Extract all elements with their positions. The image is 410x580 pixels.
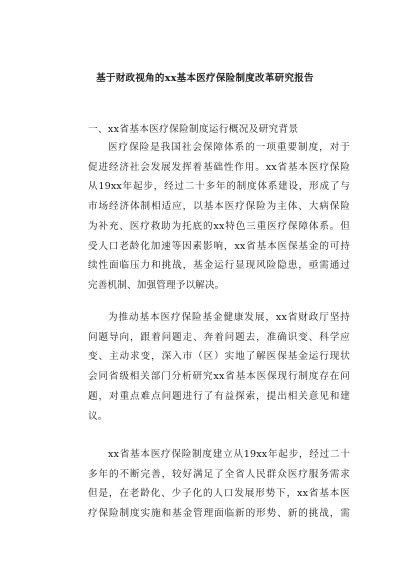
paragraph-line: 完善机制、加强管理予以解决。	[88, 279, 225, 291]
paragraph-line: 为推动基本医疗保险基金健康发展，xx省财政厅坚持	[108, 312, 350, 323]
paragraph-line: 会同省级相关部门分析研究xx省基本医保现行制度存在问	[88, 371, 350, 383]
paragraph-line: 从19xx年起步，经过二十多年的制度体系建设，形成了与	[88, 181, 350, 193]
paragraph-line: 受人口老龄化加速等因素影响，xx省基本医保基金的可持	[88, 240, 350, 252]
paragraph-line: 医疗保险是我国社会保障体系的一项重要制度，对于	[108, 142, 350, 153]
paragraph-line: 促进经济社会发展发挥着基础性作用。xx省基本医疗保险	[88, 161, 350, 173]
paragraph-line: 议。	[88, 410, 108, 422]
paragraph-2	[88, 308, 350, 426]
paragraph-line: 为补充、医疗救助为托底的xx特色三重医疗保障体系。但	[88, 220, 350, 232]
section-heading: 一、xx省基本医疗保险制度运行概况及研究背景	[88, 124, 299, 135]
paragraph-3	[88, 445, 350, 524]
paragraph-line: 多年的不断完善，较好满足了全省人民群众医疗服务需求	[88, 468, 350, 480]
paragraph-line: 续性面临压力和挑战，基金运行显现风险隐患，亟需通过	[88, 260, 350, 272]
paragraph-1	[88, 138, 350, 296]
paragraph-line: 市场经济体制相适应，以基本医疗保险为主体、大病保险	[88, 201, 350, 213]
paragraph-line: 但是，在老龄化、少子化的人口发展形势下，xx省基本医	[88, 488, 350, 500]
paragraph-line: xx省基本医疗保险制度建立从19xx年起步，经过二十	[108, 449, 350, 460]
document-title: 基于财政视角的xx基本医疗保险制度改革研究报告	[96, 73, 314, 84]
paragraph-line: 问题导向，跟着问题走、奔着问题去，准确识变、科学应	[88, 331, 350, 343]
paragraph-line: 变、主动求变，深入市（区）实地了解医保基金运行现状	[88, 351, 350, 363]
paragraph-line: 题，对重点难点问题进行了有益探索，提出相关意见和建	[88, 390, 350, 402]
paragraph-line: 疗保险制度实施和基金管理面临新的形势、新的挑战，需	[88, 508, 350, 520]
